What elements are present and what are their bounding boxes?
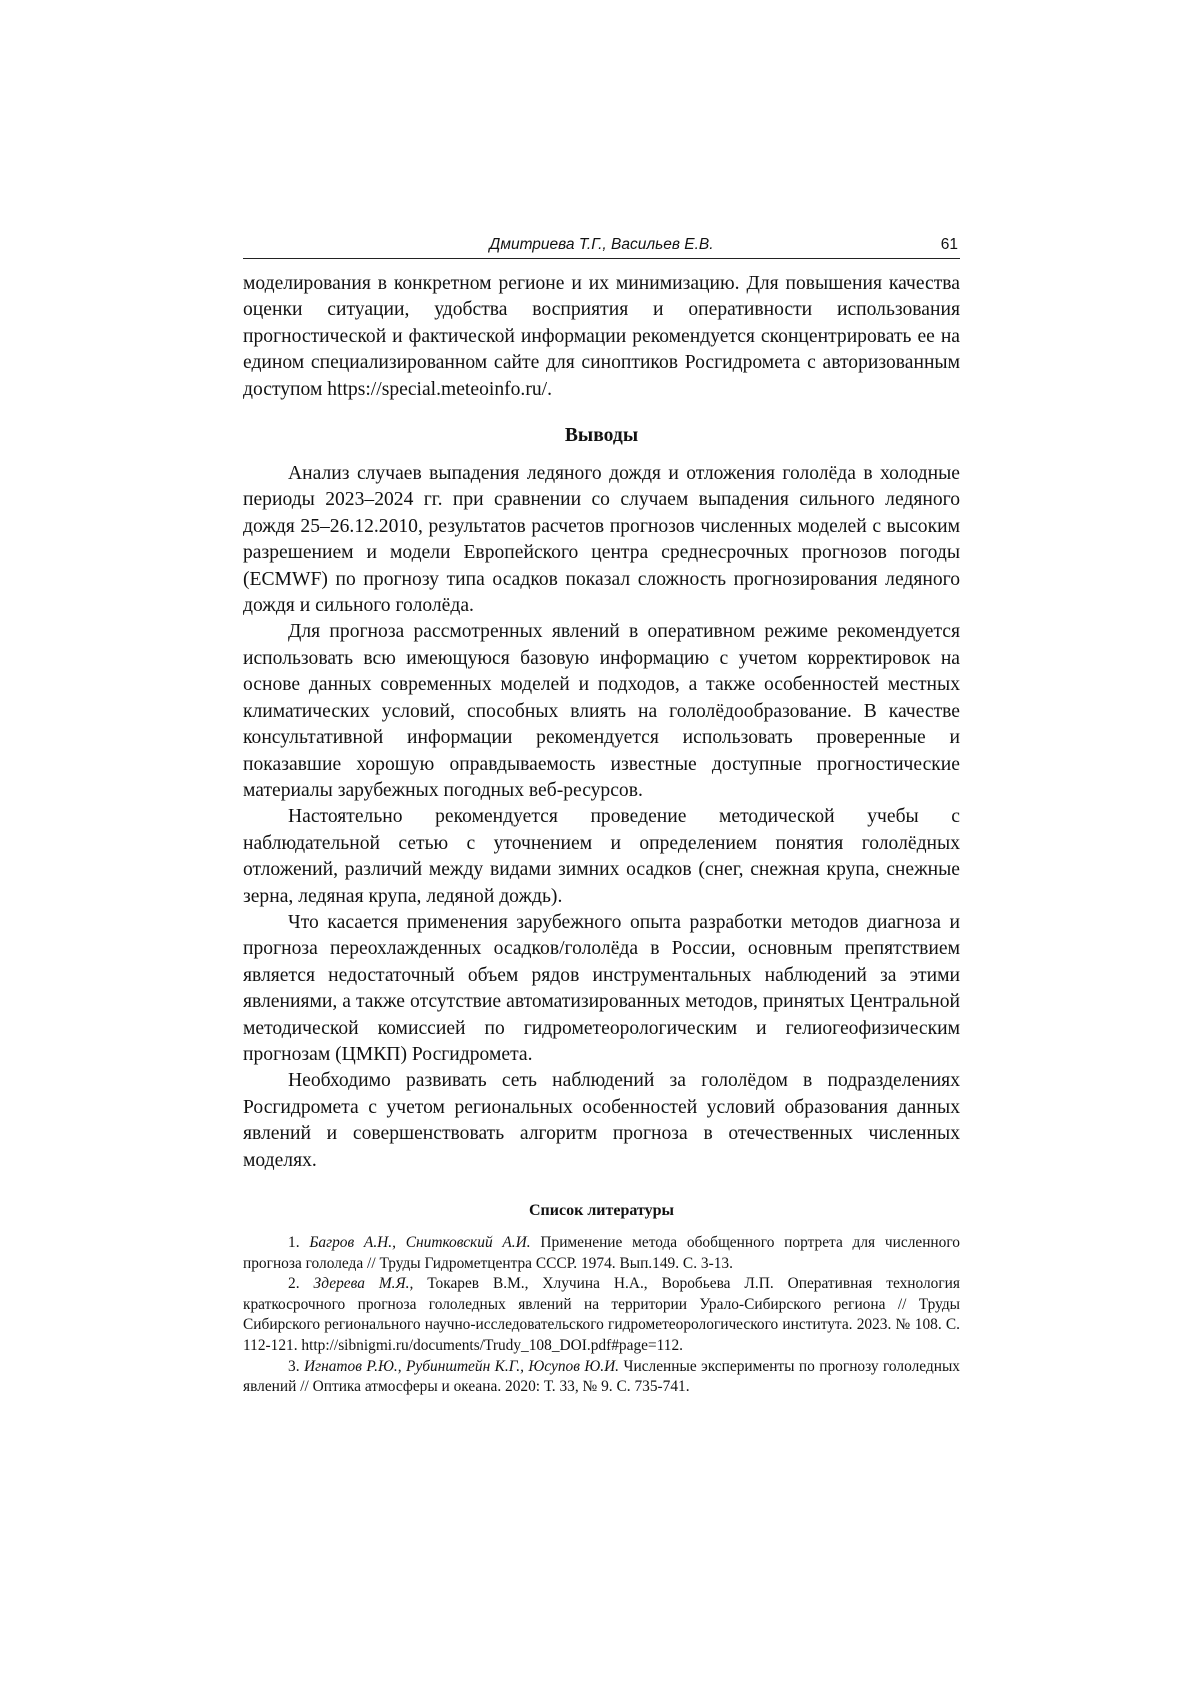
reference-text: Применение метода обобщенного портрета для численного прогноза гололеда // Труды Гидрометцентра СССР. 1974. Вып.149. С. 3-13. xyxy=(243,1234,960,1272)
journal-page xyxy=(243,234,960,1398)
reference-text: Численные эксперименты по прогнозу гололедных явлений // Оптика атмосферы и океана. 2020: Т. 33, № 9. С. 735-741. xyxy=(243,1357,960,1396)
reference-authors: Игнатов Р.Ю., Рубинштейн К.Г., Юсупов Ю.И. xyxy=(303,1357,620,1375)
conclusions-paragraph-4: Что касается применения зарубежного опыта разработки методов диагноза и прогноза переохлажденных осадков/гололёда в России, основным препятствием является недостаточный объем рядов инструментальных наблюдений за этими явлениями, а также отсутствие автоматизированных методов, принятых Центральной методической комиссией по гидрометеорологическим и гелиогеофизическим прогнозам (ЦМКП) Росгидромета. xyxy=(243,911,960,1065)
running-header xyxy=(243,234,960,259)
references-list xyxy=(243,1233,960,1398)
conclusions-paragraph-2: Для прогноза рассмотренных явлений в оперативном режиме рекомендуется использовать всю имеющуюся базовую информацию с учетом корректировок на основе данных современных моделей и подходов, а также особенностей местных климатических условий, способных влиять на гололёдообразование. В качестве консультативной информации рекомендуется использовать проверенные и показавшие хорошую оправдываемость известные доступные прогностические материалы зарубежных погодных веб-ресурсов. xyxy=(243,621,960,801)
running-header-authors: Дмитриева Т.Г., Васильев Е.В. xyxy=(489,236,714,253)
reference-number: 1. xyxy=(288,1234,300,1251)
reference-authors: Здерева М.Я., xyxy=(313,1275,414,1293)
references-heading: Список литературы xyxy=(529,1202,674,1219)
conclusions-heading: Выводы xyxy=(564,425,639,447)
page-number: 61 xyxy=(940,236,958,253)
intro-paragraph: моделирования в конкретном регионе и их минимизацию. Для повышения качества оценки ситуации, удобства восприятия и оперативности использования прогностической и фактической информации рекомендуется сконцентрировать ее на едином специализированном сайте для синоптиков Росгидромета с авторизованным доступом https://special.meteoinfo.ru/. xyxy=(243,273,960,400)
reference-text: Токарев В.М., Хлучина Н.А., Воробьева Л.П. Оперативная технология краткосрочного прогноза гололедных явлений на территории Урало-Сибирского региона // Труды Сибирского регионального научно-исследовательского гидрометеорологического института. 2023. № 108. С. 112-121. http://sibnigmi.ru/documents/Trudy_108_DOI.pdf#page=112. xyxy=(243,1275,960,1354)
reference-number: 3. xyxy=(288,1357,300,1375)
reference-item xyxy=(243,1357,960,1398)
conclusions-paragraph-1: Анализ случаев выпадения ледяного дождя и отложения гололёда в холодные периоды 2023–2024 гг. при сравнении со случаем выпадения сильного ледяного дождя 25–26.12.2010, результатов расчетов прогнозов численных моделей с высоким разрешением и модели Европейского центра среднесрочных прогнозов погоды (ECMWF) по прогнозу типа осадков показал сложность прогнозирования ледяного дождя и сильного гололёда. xyxy=(243,463,960,617)
reference-item xyxy=(243,1233,960,1274)
article-body xyxy=(243,271,960,1174)
conclusions-paragraph-5: Необходимо развивать сеть наблюдений за гололёдом в подразделениях Росгидромета с учетом региональных особенностей условий образования данных явлений и совершенствовать алгоритм прогноза в отечественных численных моделях. xyxy=(243,1070,960,1171)
reference-authors: Багров А.Н., Снитковский А.И. xyxy=(309,1234,531,1251)
reference-item xyxy=(243,1274,960,1356)
conclusions-paragraph-3: Настоятельно рекомендуется проведение методической учебы с наблюдательной сетью с уточнением и определением понятия гололёдных отложений, различий между видами зимних осадков (снег, снежная крупа, снежные зерна, ледяная крупа, ледяной дождь). xyxy=(243,806,960,907)
reference-number: 2. xyxy=(288,1275,300,1293)
